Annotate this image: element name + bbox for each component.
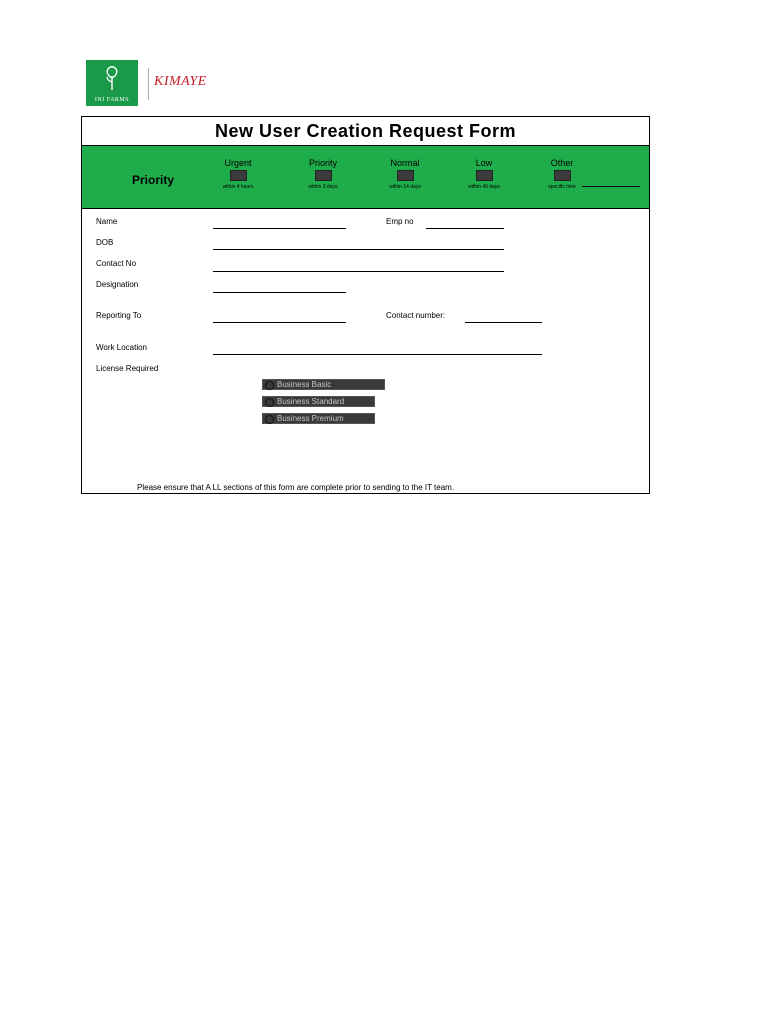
priority-checkbox-priority[interactable] — [315, 170, 332, 181]
radio-icon — [265, 381, 274, 390]
priority-checkbox-other[interactable] — [554, 170, 571, 181]
dob-field[interactable] — [213, 238, 504, 250]
priority-sub: within 4 hours — [222, 184, 254, 190]
priority-label: Priority — [308, 158, 337, 168]
priority-sub: within 14 days — [389, 184, 421, 190]
ini-farms-text: INI FARMS — [94, 97, 130, 103]
license-option-business-basic[interactable] — [262, 379, 385, 390]
priority-option-priority — [283, 158, 363, 190]
priority-sub: within 3 days — [308, 184, 338, 190]
name-label: Name — [96, 217, 118, 226]
priority-checkbox-low[interactable] — [476, 170, 493, 181]
kimaye-logo: KIMAYE — [154, 74, 207, 89]
dob-label: DOB — [96, 238, 114, 247]
other-time-field[interactable] — [582, 186, 640, 187]
license-required-label: License Required — [96, 364, 159, 373]
license-option-label: Business Premium — [277, 414, 344, 423]
radio-icon — [265, 398, 274, 407]
priority-option-urgent — [198, 158, 278, 190]
reporting-to-field[interactable] — [213, 311, 346, 323]
emp-no-label: Emp no — [386, 217, 414, 226]
contact-number-label: Contact number: — [386, 311, 446, 320]
designation-label: Designation — [96, 280, 139, 289]
license-option-business-standard[interactable] — [262, 396, 375, 407]
priority-label: Other — [550, 158, 574, 168]
contact-no-label: Contact No — [96, 259, 137, 268]
license-option-business-premium[interactable] — [262, 413, 375, 424]
work-location-field[interactable] — [213, 343, 542, 355]
priority-option-low — [444, 158, 524, 190]
license-option-label: Business Basic — [277, 380, 332, 389]
priority-heading: Priority — [132, 173, 175, 187]
emp-no-field[interactable] — [426, 217, 504, 229]
priority-label: Urgent — [224, 158, 252, 168]
name-field[interactable] — [213, 217, 346, 229]
logo-area — [84, 58, 224, 114]
footer-note: Please ensure that A LL sections of this form are complete prior to sending to the IT team. — [137, 483, 455, 492]
ini-farms-logo — [86, 60, 138, 106]
contact-number-field[interactable] — [465, 311, 542, 323]
priority-band — [82, 145, 649, 209]
priority-option-normal — [365, 158, 445, 190]
priority-checkbox-urgent[interactable] — [230, 170, 247, 181]
priority-label: Normal — [390, 158, 420, 168]
radio-icon — [265, 415, 274, 424]
form-title: New User Creation Request Form — [214, 121, 517, 141]
work-location-label: Work Location — [96, 343, 147, 352]
form-frame — [81, 116, 650, 494]
priority-label: Low — [475, 158, 493, 168]
priority-checkbox-normal[interactable] — [397, 170, 414, 181]
priority-sub: within 40 days — [468, 184, 500, 190]
reporting-to-label: Reporting To — [96, 311, 142, 320]
license-option-label: Business Standard — [277, 397, 345, 406]
logo-divider — [148, 68, 149, 100]
tree-icon — [100, 64, 124, 90]
designation-field[interactable] — [213, 281, 346, 293]
contact-no-field[interactable] — [213, 260, 504, 272]
priority-sub: specific time — [548, 184, 576, 190]
